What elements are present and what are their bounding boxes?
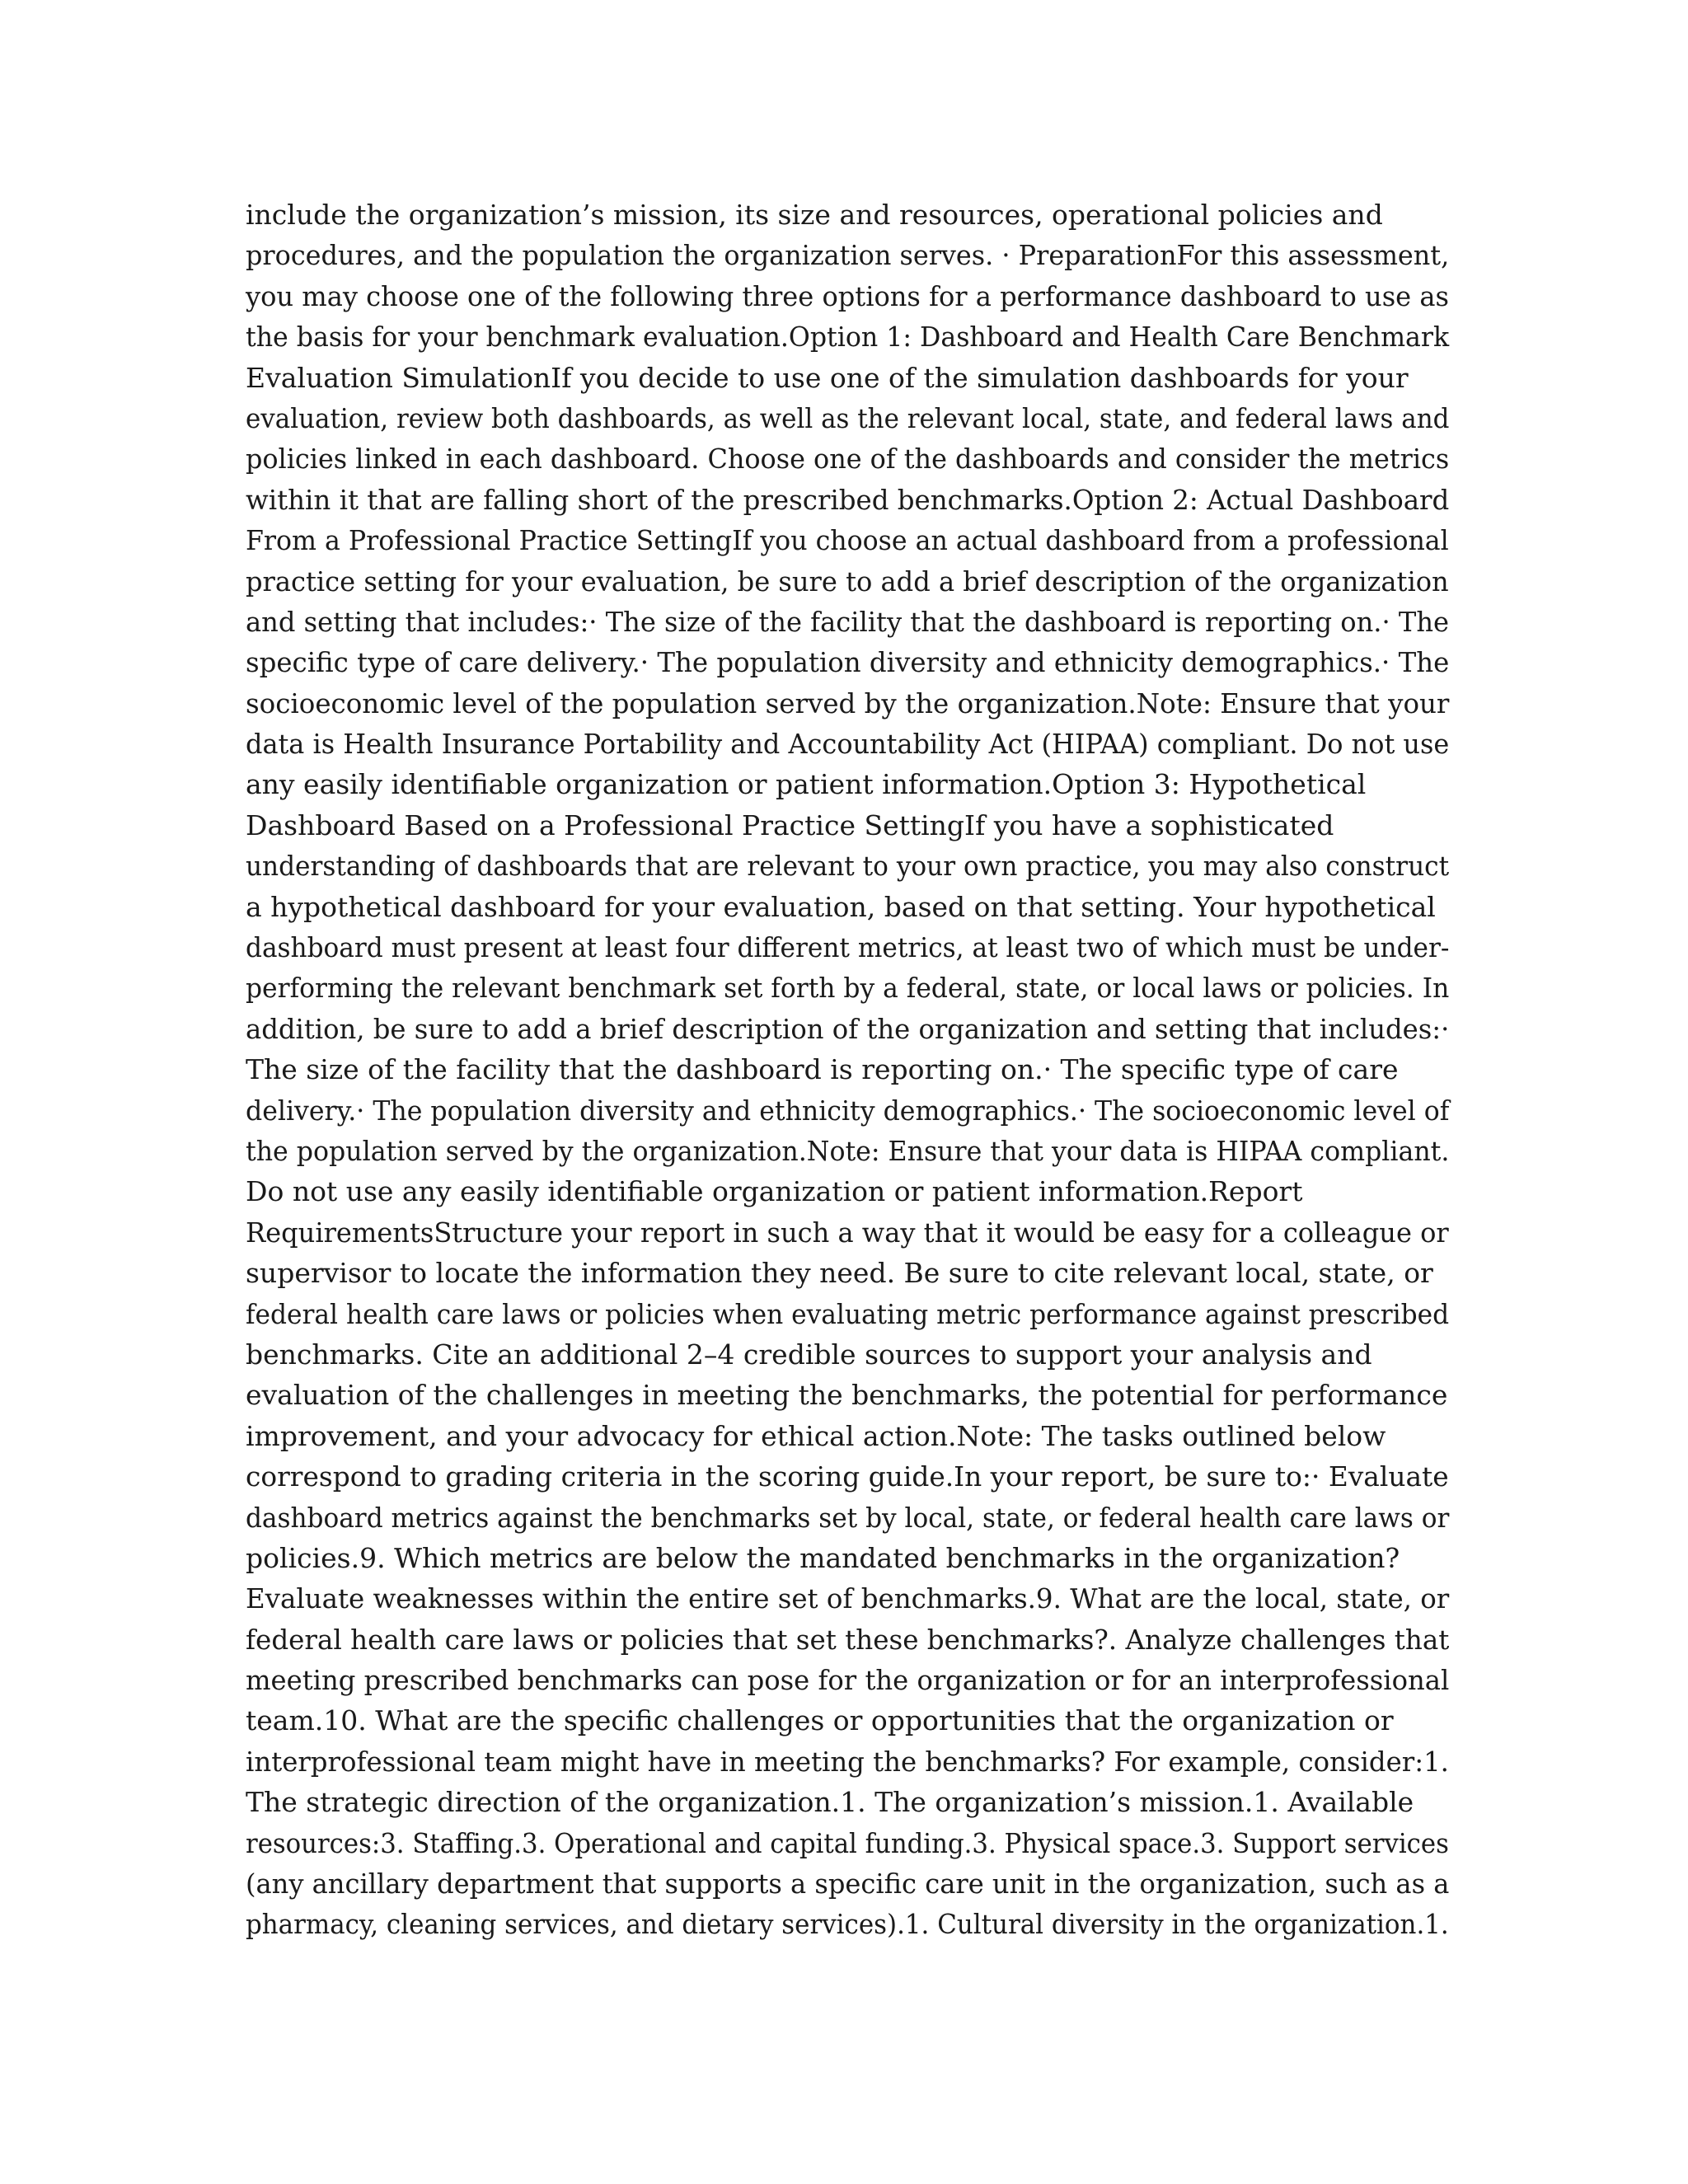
body-text [246, 194, 1449, 1945]
text-line: specific type of care delivery.· The population diversity and ethnicity demographics.· The [246, 646, 1450, 679]
text-line: evaluation, review both dashboards, as well as the relevant local, state, and federal laws and [246, 401, 1450, 434]
text-line: socioeconomic level of the population served by the organization.Note: Ensure that your [246, 687, 1450, 719]
text-line: Dashboard Based on a Professional Practice SettingIf you have a sophisticated [246, 808, 1334, 841]
text-line: improvement, and your advocacy for ethical action.Note: The tasks outlined below [246, 1419, 1386, 1452]
text-line: procedures, and the population the organization serves. · PreparationFor this assessment, [246, 239, 1450, 272]
text-line: federal health care laws or policies that set these benchmarks?. Analyze challenges that [246, 1623, 1450, 1656]
text-line: policies linked in each dashboard. Choose one of the dashboards and consider the metrics [246, 443, 1450, 476]
text-line: within it that are falling short of the prescribed benchmarks.Option 2: Actual Dashboard [246, 483, 1450, 516]
text-line: you may choose one of the following three options for a performance dashboard to use as [246, 279, 1449, 312]
text-line: team.10. What are the specific challenges or opportunities that the organization or [246, 1704, 1394, 1737]
text-line: meeting prescribed benchmarks can pose for the organization or for an interprofessional [246, 1664, 1450, 1697]
text-line: the basis for your benchmark evaluation.Option 1: Dashboard and Health Care Benchmark [246, 321, 1450, 354]
text-line: performing the relevant benchmark set forth by a federal, state, or local laws or policies. In [246, 972, 1450, 1005]
text-line: delivery.· The population diversity and ethnicity demographics.· The socioeconomic level of [246, 1094, 1450, 1127]
text-line: interprofessional team might have in meeting the benchmarks? For example, consider:1. [246, 1745, 1449, 1778]
text-line: Evaluation SimulationIf you decide to use one of the simulation dashboards for your [246, 361, 1409, 394]
text-line: benchmarks. Cite an additional 2–4 credible sources to support your analysis and [246, 1338, 1372, 1371]
text-line: any easily identifiable organization or patient information.Option 3: Hypothetical [246, 768, 1367, 801]
text-line: addition, be sure to add a brief description of the organization and setting that includes:· [246, 1012, 1450, 1045]
text-line: policies.9. Which metrics are below the mandated benchmarks in the organization? [246, 1541, 1400, 1574]
text-line: (any ancillary department that supports a specific care unit in the organization, such as a [246, 1868, 1450, 1900]
text-line: The strategic direction of the organization.1. The organization’s mission.1. Available [246, 1786, 1414, 1819]
text-line: dashboard must present at least four different metrics, at least two of which must be under- [246, 931, 1450, 964]
text-line: a hypothetical dashboard for your evaluation, based on that setting. Your hypothetical [246, 890, 1436, 923]
text-line: the population served by the organization.Note: Ensure that your data is HIPAA compliant. [246, 1134, 1450, 1167]
text-line: include the organization’s mission, its size and resources, operational policies and [246, 199, 1383, 231]
text-line: Evaluate weaknesses within the entire set of benchmarks.9. What are the local, state, or [246, 1582, 1450, 1615]
text-line: understanding of dashboards that are relevant to your own practice, you may also construct [246, 850, 1450, 883]
text-line: dashboard metrics against the benchmarks set by local, state, or federal health care laws or [246, 1501, 1450, 1534]
text-line: RequirementsStructure your report in such a way that it would be easy for a colleague or [246, 1216, 1449, 1249]
text-line: Do not use any easily identifiable organization or patient information.Report [246, 1175, 1303, 1208]
text-line: federal health care laws or policies when evaluating metric performance against prescribed [246, 1297, 1450, 1330]
text-line: and setting that includes:· The size of the facility that the dashboard is reporting on.· The [246, 605, 1450, 638]
text-line: practice setting for your evaluation, be sure to add a brief description of the organization [246, 565, 1449, 598]
text-line: resources:3. Staffing.3. Operational and capital funding.3. Physical space.3. Support services [246, 1826, 1449, 1859]
text-line: From a Professional Practice SettingIf you choose an actual dashboard from a professional [246, 524, 1449, 557]
text-line: evaluation of the challenges in meeting the benchmarks, the potential for performance [246, 1379, 1448, 1412]
text-line: pharmacy, cleaning services, and dietary services).1. Cultural diversity in the organization.1. [246, 1908, 1449, 1941]
text-line: correspond to grading criteria in the scoring guide.In your report, be sure to:· Evaluate [246, 1460, 1449, 1493]
text-line: supervisor to locate the information they need. Be sure to cite relevant local, state, or [246, 1257, 1433, 1290]
text-line: The size of the facility that the dashboard is reporting on.· The specific type of care [246, 1053, 1399, 1086]
text-line: data is Health Insurance Portability and Accountability Act (HIPAA) compliant. Do not use [246, 728, 1450, 761]
